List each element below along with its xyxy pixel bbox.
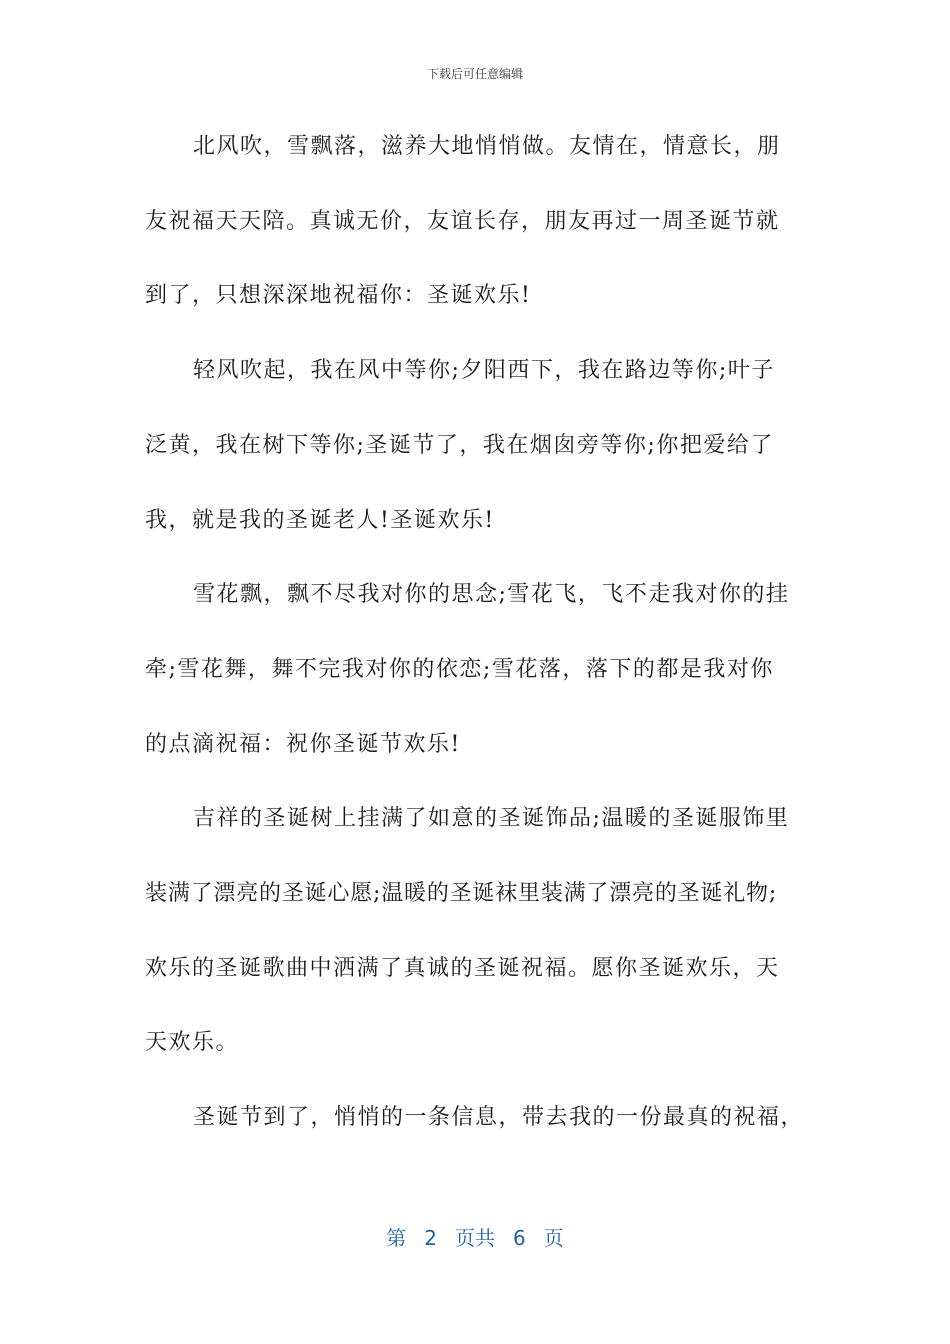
document-body [145,110,815,1156]
paragraph-line: 友祝福天天陪。真诚无价，友谊长存，朋友再过一周圣诞节就 [145,208,780,234]
footer-prefix: 第 [386,1226,407,1250]
paragraph-line: 牵;雪花舞，舞不完我对你的依恋;雪花落，落下的都是我对你 [145,656,774,682]
paragraph-5 [145,1081,815,1156]
paragraph-line: 欢乐的圣诞歌曲中洒满了真诚的圣诞祝福。愿你圣诞欢乐，天 [145,955,780,981]
paragraph-line: 雪花飘，飘不尽我对你的思念;雪花飞，飞不走我对你的挂 [193,582,790,608]
page-header [0,64,950,84]
paragraph-line: 圣诞节到了，悄悄的一条信息，带去我的一份最真的祝福， [193,1105,805,1131]
footer-suffix: 页 [543,1226,564,1250]
paragraph-line: 装满了漂亮的圣诞心愿;温暖的圣诞袜里装满了漂亮的圣诞礼物; [145,881,778,907]
paragraph-line: 我，就是我的圣诞老人!圣诞欢乐! [145,507,495,533]
paragraph-line: 吉祥的圣诞树上挂满了如意的圣诞饰品;温暖的圣诞服饰里 [193,806,790,832]
total-pages-number: 6 [513,1226,526,1250]
paragraph-line: 的点滴祝福：祝你圣诞节欢乐! [145,731,461,757]
paragraph-line: 北风吹，雪飘落，滋养大地悄悄做。友情在，情意长，朋 [193,134,781,159]
header-text: 下载后可任意编辑 [426,67,523,81]
paragraph-1 [145,110,815,334]
paragraph-3 [145,558,815,782]
paragraph-2 [145,334,815,558]
paragraph-4 [145,782,815,1081]
current-page-number: 2 [424,1226,437,1250]
paragraph-line: 泛黄，我在树下等你;圣诞节了，我在烟囱旁等你;你把爱给了 [145,432,774,458]
paragraph-line: 到了，只想深深地祝福你：圣诞欢乐! [145,283,532,309]
paragraph-line: 天欢乐。 [145,1030,240,1056]
page-footer [0,1222,950,1254]
footer-middle: 页共 [455,1226,495,1250]
paragraph-line: 轻风吹起，我在风中等你;夕阳西下，我在路边等你;叶子 [193,358,775,384]
